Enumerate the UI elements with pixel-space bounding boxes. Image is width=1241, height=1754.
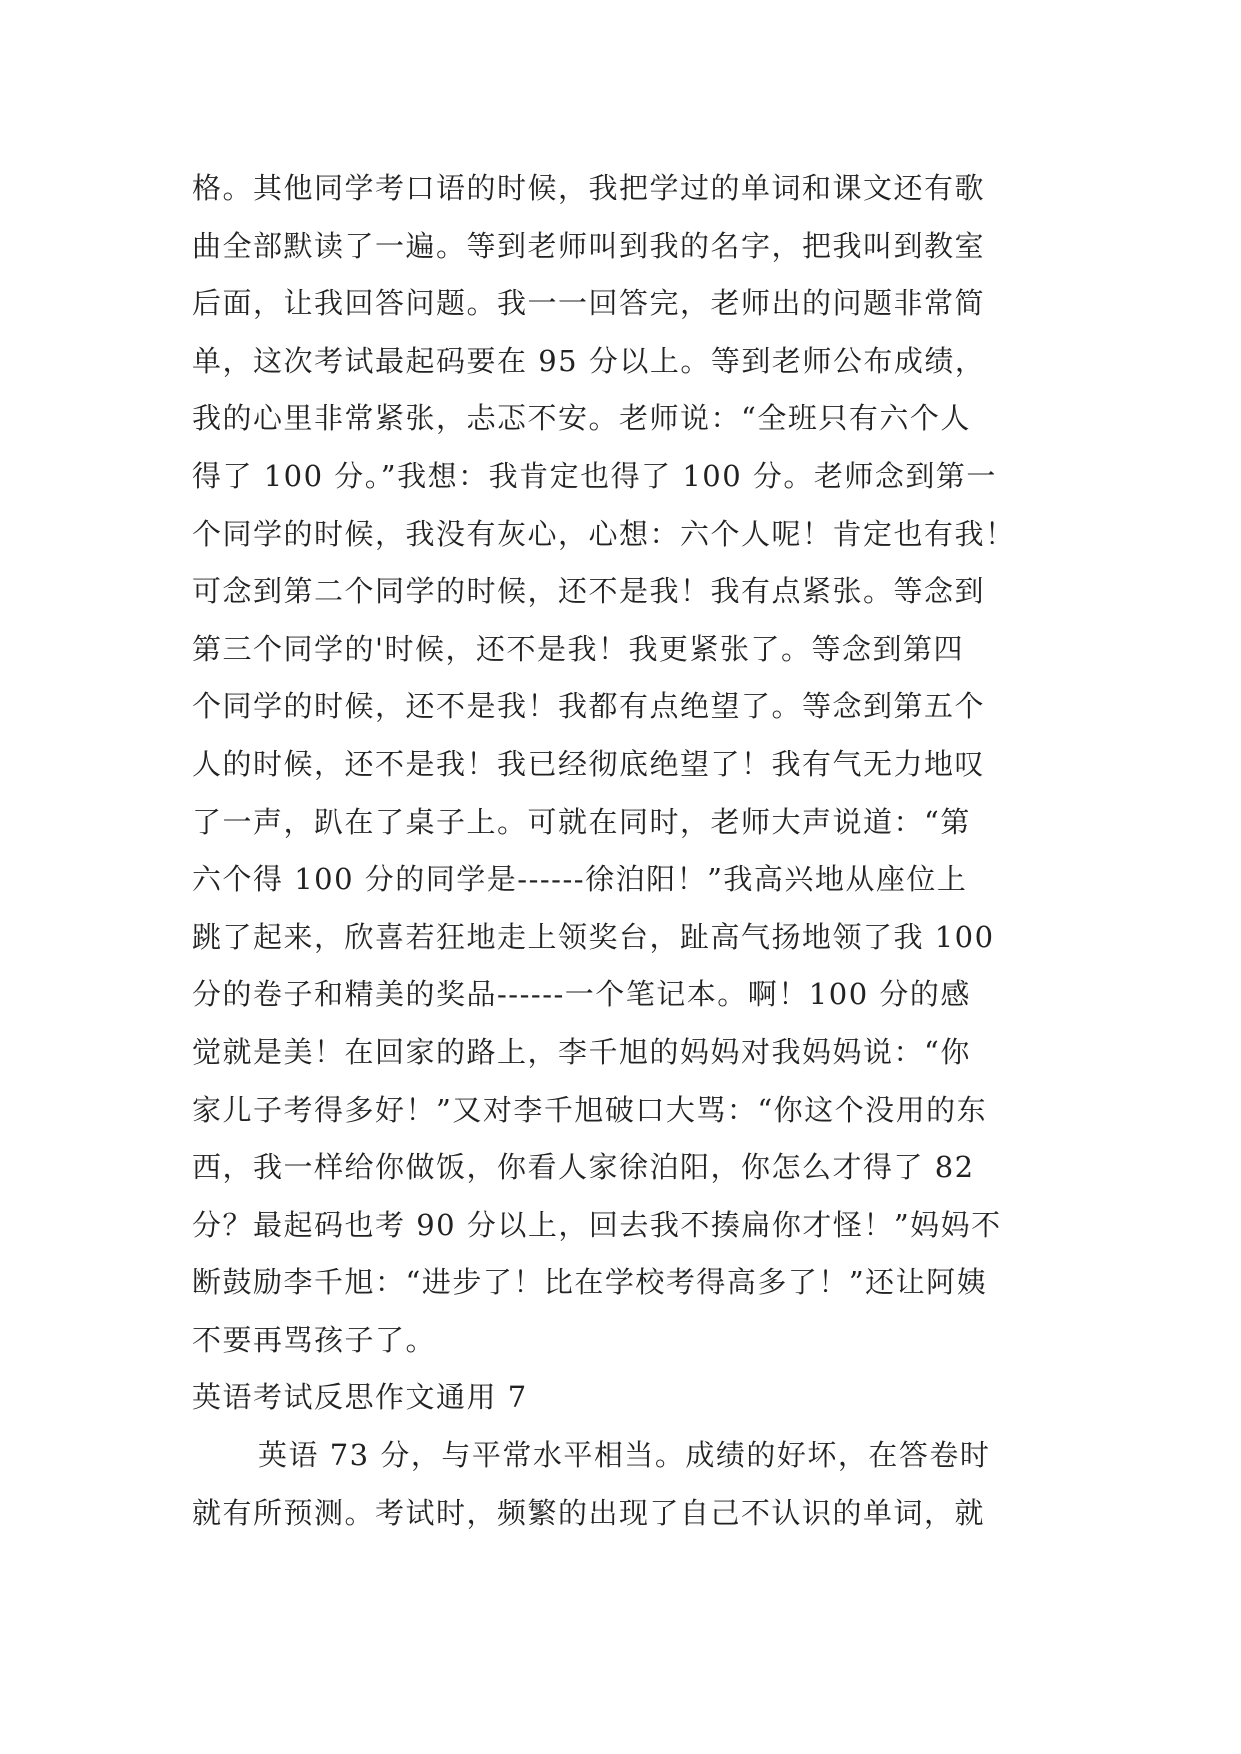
text-line: 家儿子考得多好！”又对李千旭破口大骂：“你这个没用的东 — [192, 1092, 988, 1127]
text-line: 觉就是美！在回家的路上，李千旭的妈妈对我妈妈说：“你 — [192, 1034, 971, 1069]
section-heading: 英语考试反思作文通用 7 — [192, 1380, 528, 1415]
text-line: 曲全部默读了一遍。等到老师叫到我的名字，把我叫到教室 — [192, 228, 986, 263]
text-line: 就有所预测。考试时，频繁的出现了自己不认识的单词，就 — [192, 1495, 986, 1530]
document-body — [192, 160, 1062, 1542]
text-line: 西，我一样给你做饭，你看人家徐泊阳，你怎么才得了 82 — [192, 1150, 975, 1185]
text-line: 得了 100 分。”我想：我肯定也得了 100 分。老师念到第一 — [192, 458, 997, 493]
text-line: 英语 73 分，与平常水平相当。成绩的好坏，在答卷时 — [258, 1438, 991, 1473]
text-line: 六个得 100 分的同学是------徐泊阳！”我高兴地从座位上 — [192, 862, 968, 897]
text-line: 第三个同学的'时候，还不是我！我更紧张了。等念到第四 — [192, 631, 964, 666]
text-line: 单，这次考试最起码要在 95 分以上。等到老师公布成绩， — [192, 343, 986, 378]
text-line: 格。其他同学考口语的时候，我把学过的单词和课文还有歌 — [192, 171, 986, 205]
text-line: 人的时候，还不是我！我已经彻底绝望了！我有气无力地叹 — [192, 746, 986, 781]
text-line: 个同学的时候，还不是我！我都有点绝望了。等念到第五个 — [192, 689, 986, 724]
text-line: 可念到第二个同学的时候，还不是我！我有点紧张。等念到 — [192, 574, 986, 609]
text-line: 个同学的时候，我没有灰心，心想：六个人呢！肯定也有我！ — [192, 516, 1016, 551]
text-line: 后面，让我回答问题。我一一回答完，老师出的问题非常简 — [192, 286, 986, 321]
text-line: 分？最起码也考 90 分以上，回去我不揍扁你才怪！”妈妈不 — [192, 1207, 1002, 1242]
text-line: 跳了起来，欣喜若狂地走上领奖台，趾高气扬地领了我 100 — [192, 919, 995, 954]
text-line: 了一声，趴在了桌子上。可就在同时，老师大声说道：“第 — [192, 804, 971, 839]
text-line: 分的卷子和精美的奖品------一个笔记本。啊！100 分的感 — [192, 977, 971, 1012]
text-line: 断鼓励李千旭：“进步了！比在学校考得高多了！”还让阿姨 — [192, 1265, 988, 1300]
text-line: 我的心里非常紧张，忐忑不安。老师说：“全班只有六个人 — [192, 401, 971, 436]
text-line: 不要再骂孩子了。 — [192, 1322, 437, 1357]
